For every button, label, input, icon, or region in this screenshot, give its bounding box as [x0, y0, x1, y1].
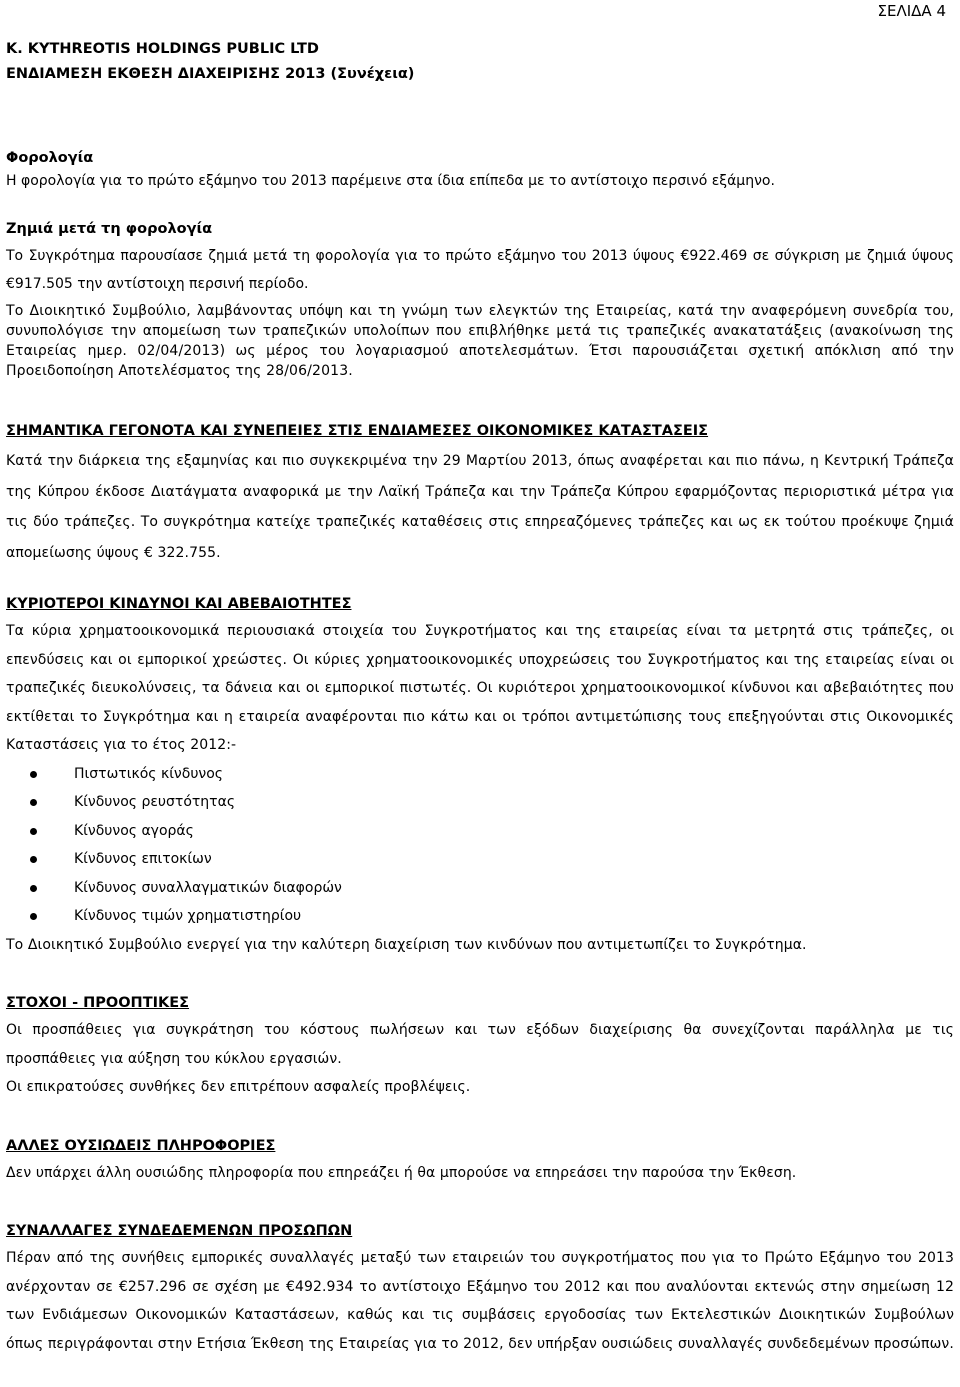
list-item: Κίνδυνος αγοράς [74, 817, 954, 846]
loss-text: Το Συγκρότημα παρουσίασε ζημιά μετά τη φορολογία για το πρώτο εξάμηνο του 2013 ύψους €922.469 σε σύγκριση με ζημιά ύψους €917.505 την αντίστοιχη περσινή περίοδο. [6, 248, 954, 292]
related-section [6, 1220, 954, 1358]
important-text: Κατά την διάρκεια της εξαμηνίας και πιο συγκεκριμένα την 29 Μαρτίου 2013, όπως αναφέρεται και πιο πάνω, η Κεντρική Τράπεζα της Κύπρου έκδοσε Διατάγματα αναφορικά με την Λαϊκή Τράπεζα και την Τράπεζα Κύπρου εφαρμόζοντας περιοριστικά μέτρα για τις δύο τράπεζες. Το συγκρότημα κατείχε τραπεζικές καταθέσεις στις επηρεαζόμενες τράπεζες και ως εκ τούτου προέκυψε ζημιά απομείωσης ύψους € 322.755. [6, 453, 954, 561]
risks-section [6, 593, 954, 959]
risks-list [6, 760, 954, 931]
report-title: ΕΝΔΙΑΜΕΣΗ ΕΚΘΕΣΗ ΔΙΑΧΕΙΡΙΣΗΣ 2013 (Συνέχεια) [6, 66, 415, 82]
bullet-icon [30, 856, 37, 863]
risks-closing: Το Διοικητικό Συμβούλιο ενεργεί για την καλύτερη διαχείριση των κινδύνων που αντιμετωπίζει το Συγκρότημα. [6, 936, 807, 953]
company-name: K. KYTHREOTIS HOLDINGS PUBLIC LTD [6, 41, 319, 57]
goals-section [6, 992, 954, 1102]
bullet-icon [30, 771, 37, 778]
loss-board-text: Το Διοικητικό Συμβούλιο, λαμβάνοντας υπόψη και τη γνώμη των ελεγκτών της Εταιρείας, κατά την αναφερόμενη συνεδρία του, συνυπολόγισε την απομείωση των τραπεζικών υπολοίπων που επιβλήθηκε μετά τις τραπεζικές ανακατατάξεις (ανακοίνωση της Εταιρείας ημερ. 02/04/2013) ως μέρος του λογαριασμού αποτελεσμάτων. Έτσι παρουσιάζεται σχετική απόκλιση από την Προειδοποίηση Αποτελέσματος της 28/06/2013. [6, 303, 954, 379]
risks-intro: Τα κύρια χρηματοοικονομικά περιουσιακά στοιχεία του Συγκροτήματος και της εταιρείας είναι τα μετρητά στις τράπεζες, οι επενδύσεις και οι εμπορικοί χρεώστες. Οι κύριες χρηματοοικονομικές υποχρεώσεις του Συγκροτήματος και της εταιρείας είναι οι τραπεζικές διευκολύνσεις, τα δάνεια και οι εμπορικοί πιστωτές. Οι κυριότεροι χρηματοοικονομικοί κίνδυνοι και αβεβαιότητες που εκτίθεται το Συγκρότημα και η εταιρεία αναφέρονται πιο κάτω και οι τρόποι αντιμετώπισης τους επεξηγούνται στις Οικονομικές Καταστάσεις για το έτος 2012:- [6, 623, 954, 753]
bullet-icon [30, 799, 37, 806]
list-item: Κίνδυνος συναλλαγματικών διαφορών [74, 874, 954, 903]
goals-heading: ΣΤΟΧΟΙ - ΠΡΟΟΠΤΙΚΕΣ [6, 995, 190, 1011]
bullet-icon [30, 828, 37, 835]
bullet-icon [30, 885, 37, 892]
list-item: Πιστωτικός κίνδυνος [74, 760, 954, 789]
loss-section [6, 216, 954, 381]
goals-text-2: Οι επικρατούσες συνθήκες δεν επιτρέπουν ασφαλείς προβλέψεις. [6, 1079, 471, 1095]
related-heading: ΣΥΝΑΛΛΑΓΕΣ ΣΥΝΔΕΔΕΜΕΝΩΝ ΠΡΟΣΩΠΩΝ [6, 1223, 353, 1239]
related-text: Πέραν από της συνήθεις εμπορικές συναλλαγές μεταξύ των εταιρειών του συγκροτήματος που για το Πρώτο Εξάμηνο του 2013 ανέρχονταν σε €257.296 σε σχέση με €492.934 το αντίστοιχο Εξάμηνο του 2012 και που αναλύονται εκτενώς στην σημείωση 12 των Ενδιάμεσων Οικονομικών Καταστάσεων, καθώς και τις συμβάσεις εργοδοσίας των Εκτελεστικών Διοικητικών Συμβούλων όπως περιγράφονται στην Ετήσια Έκθεση της Εταιρείας για το 2012, δεν υπήρξαν ουσιώδεις συναλλαγές συνδεδεμένων προσώπων. [6, 1250, 954, 1352]
tax-section [6, 146, 954, 192]
risks-heading: ΚΥΡΙΟΤΕΡΟΙ ΚΙΝΔΥΝΟΙ ΚΑΙ ΑΒΕΒΑΙΟΤΗΤΕΣ [6, 596, 352, 612]
header-block [6, 37, 954, 87]
bullet-icon [30, 913, 37, 920]
page-number: ΣΕΛΙΔΑ 4 [877, 2, 946, 20]
important-section [6, 420, 954, 568]
tax-heading: Φορολογία [6, 150, 94, 166]
other-section [6, 1135, 954, 1188]
tax-text: Η φορολογία για το πρώτο εξάμηνο του 2013 παρέμεινε στα ίδια επίπεδα με το αντίστοιχο περσινό εξάμηνο. [6, 173, 775, 189]
list-item: Κίνδυνος ρευστότητας [74, 788, 954, 817]
goals-text: Οι προσπάθειες για συγκράτηση του κόστους πωλήσεων και των εξόδων διαχείρισης θα συνεχίζονται παράλληλα με τις προσπάθειες για αύξηση του κύκλου εργασιών. [6, 1022, 954, 1067]
other-text: Δεν υπάρχει άλλη ουσιώδης πληροφορία που επηρεάζει ή θα μπορούσε να επηρεάσει την παρούσα την Έκθεση. [6, 1165, 797, 1181]
loss-heading: Ζημιά μετά τη φορολογία [6, 221, 213, 237]
important-heading: ΣΗΜΑΝΤΙΚΑ ΓΕΓΟΝΟΤΑ ΚΑΙ ΣΥΝΕΠΕΙΕΣ ΣΤΙΣ ΕΝΔΙΑΜΕΣΕΣ ΟΙΚΟΝΟΜΙΚΕΣ ΚΑΤΑΣΤΑΣΕΙΣ [6, 423, 709, 439]
list-item: Κίνδυνος τιμών χρηματιστηρίου [74, 902, 954, 931]
list-item: Κίνδυνος επιτοκίων [74, 845, 954, 874]
other-heading: ΑΛΛΕΣ ΟΥΣΙΩΔΕΙΣ ΠΛΗΡΟΦΟΡΙΕΣ [6, 1138, 276, 1154]
